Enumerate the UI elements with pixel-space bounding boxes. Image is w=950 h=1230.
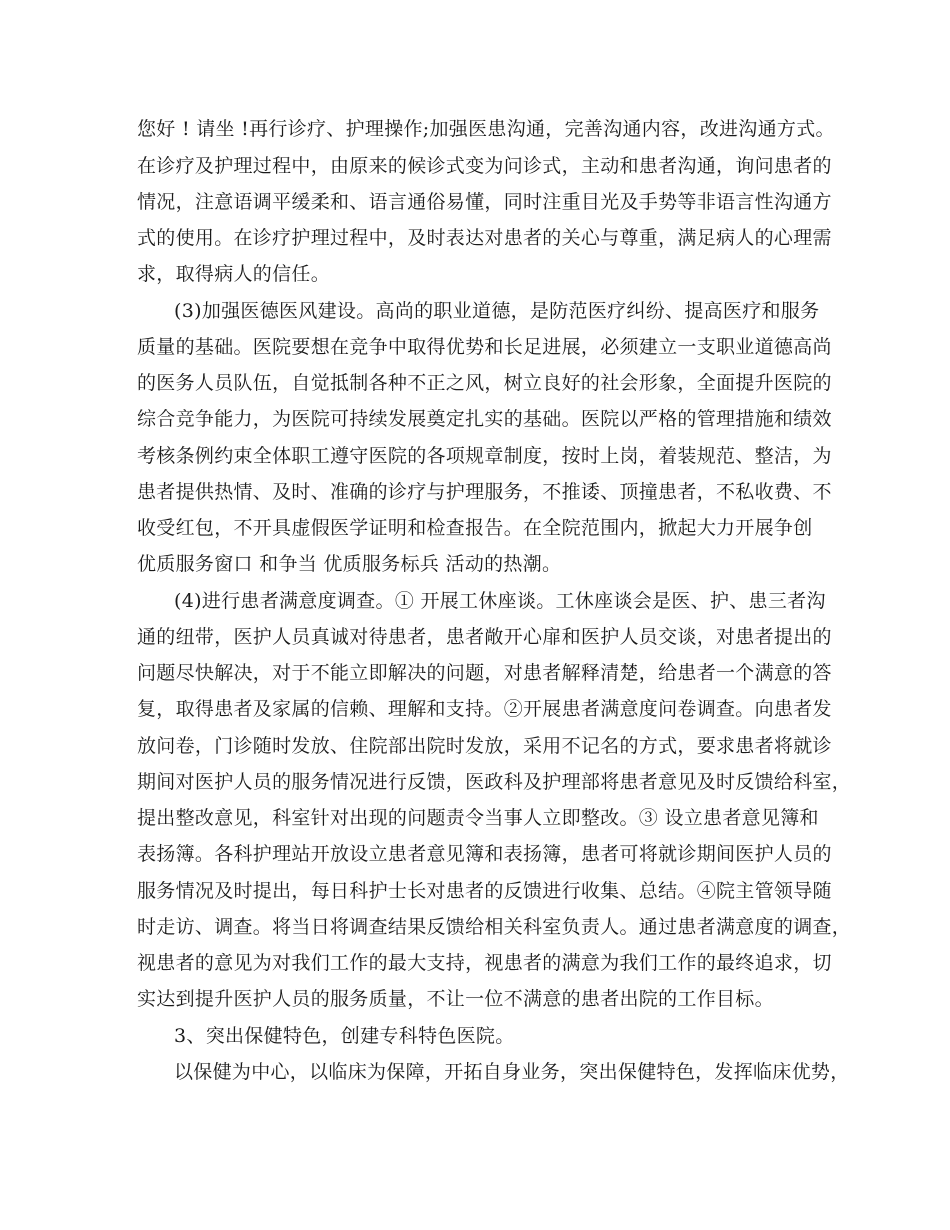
text-line: 求，取得病人的信任。 [137, 263, 331, 285]
text-line: 在诊疗及护理过程中，由原来的候诊式变为问诊式，主动和患者沟通，询问患者的 [137, 155, 832, 177]
text-line: 服务情况及时提出，每日科护士长对患者的反馈进行收集、总结。④院主管领导随 [137, 880, 832, 902]
text-line: 提出整改意见，科室针对出现的问题责令当事人立即整改。③ 设立患者意见簿和 [137, 807, 819, 829]
text-line: 您好 ! 请坐 !再行诊疗、护理操作;加强医患沟通，完善沟通内容，改进沟通方式。 [137, 118, 835, 140]
text-line: 考核条例约束全体职工遵守医院的各项规章制度，按时上岗，着装规范、整洁，为 [137, 445, 832, 467]
text-line: 的医务人员队伍，自觉抵制各种不正之风，树立良好的社会形象，全面提升医院的 [137, 372, 832, 394]
text-line: 表扬簿。各科护理站开放设立患者意见簿和表扬簿，患者可将就诊期间医护人员的 [137, 843, 832, 865]
section-heading: 3、突出保健特色，创建专科特色医院。 [174, 1025, 515, 1047]
text-line: 复，取得患者及家属的信赖、理解和支持。②开展患者满意度问卷调查。向患者发 [137, 698, 832, 720]
text-line: 综合竞争能力，为医院可持续发展奠定扎实的基础。医院以严格的管理措施和绩效 [137, 408, 832, 430]
text-line: 实达到提升医护人员的服务质量，不让一位不满意的患者出院的工作目标。 [137, 988, 774, 1010]
text-line: 优质服务窗口 和争当 优质服务标兵 活动的热潮。 [137, 553, 562, 575]
text-line: 通的纽带，医护人员真诚对待患者，患者敞开心扉和医护人员交谈，对患者提出的 [137, 626, 832, 648]
text-line: 时走访、调查。将当日将调查结果反馈给相关科室负责人。通过患者满意度的调查， [137, 916, 852, 938]
text-line: 情况，注意语调平缓柔和、语言通俗易懂，同时注重目光及手势等非语言性沟通方 [137, 191, 832, 213]
text-line: 收受红包，不开具虚假医学证明和检查报告。在全院范围内，掀起大力开展争创 [137, 517, 813, 539]
text-line: 质量的基础。医院要想在竞争中取得优势和长足进展，必须建立一支职业道德高尚 [137, 336, 832, 358]
text-line: (4)进行患者满意度调查。① 开展工休座谈。工休座谈会是医、护、患三者沟 [174, 590, 826, 612]
text-line: 式的使用。在诊疗护理过程中，及时表达对患者的关心与尊重，满足病人的心理需 [137, 227, 832, 249]
text-line: 患者提供热情、及时、准确的诊疗与护理服务，不推诿、顶撞患者，不私收费、不 [137, 481, 832, 503]
text-line: (3)加强医德医风建设。高尚的职业道德，是防范医疗纠纷、提高医疗和服务 [174, 300, 820, 322]
text-line: 视患者的意见为对我们工作的最大支持，视患者的满意为我们工作的最终追求，切 [137, 952, 832, 974]
text-line: 期间对医护人员的服务情况进行反馈，医政科及护理部将患者意见及时反馈给科室， [137, 771, 852, 793]
text-line: 问题尽快解决，对于不能立即解决的问题，对患者解释清楚，给患者一个满意的答 [137, 662, 832, 684]
text-line: 以保健为中心，以临床为保障，开拓自身业务，突出保健特色，发挥临床优势， [174, 1061, 850, 1083]
text-line: 放问卷，门诊随时发放、住院部出院时发放，采用不记名的方式，要求患者将就诊 [137, 735, 832, 757]
